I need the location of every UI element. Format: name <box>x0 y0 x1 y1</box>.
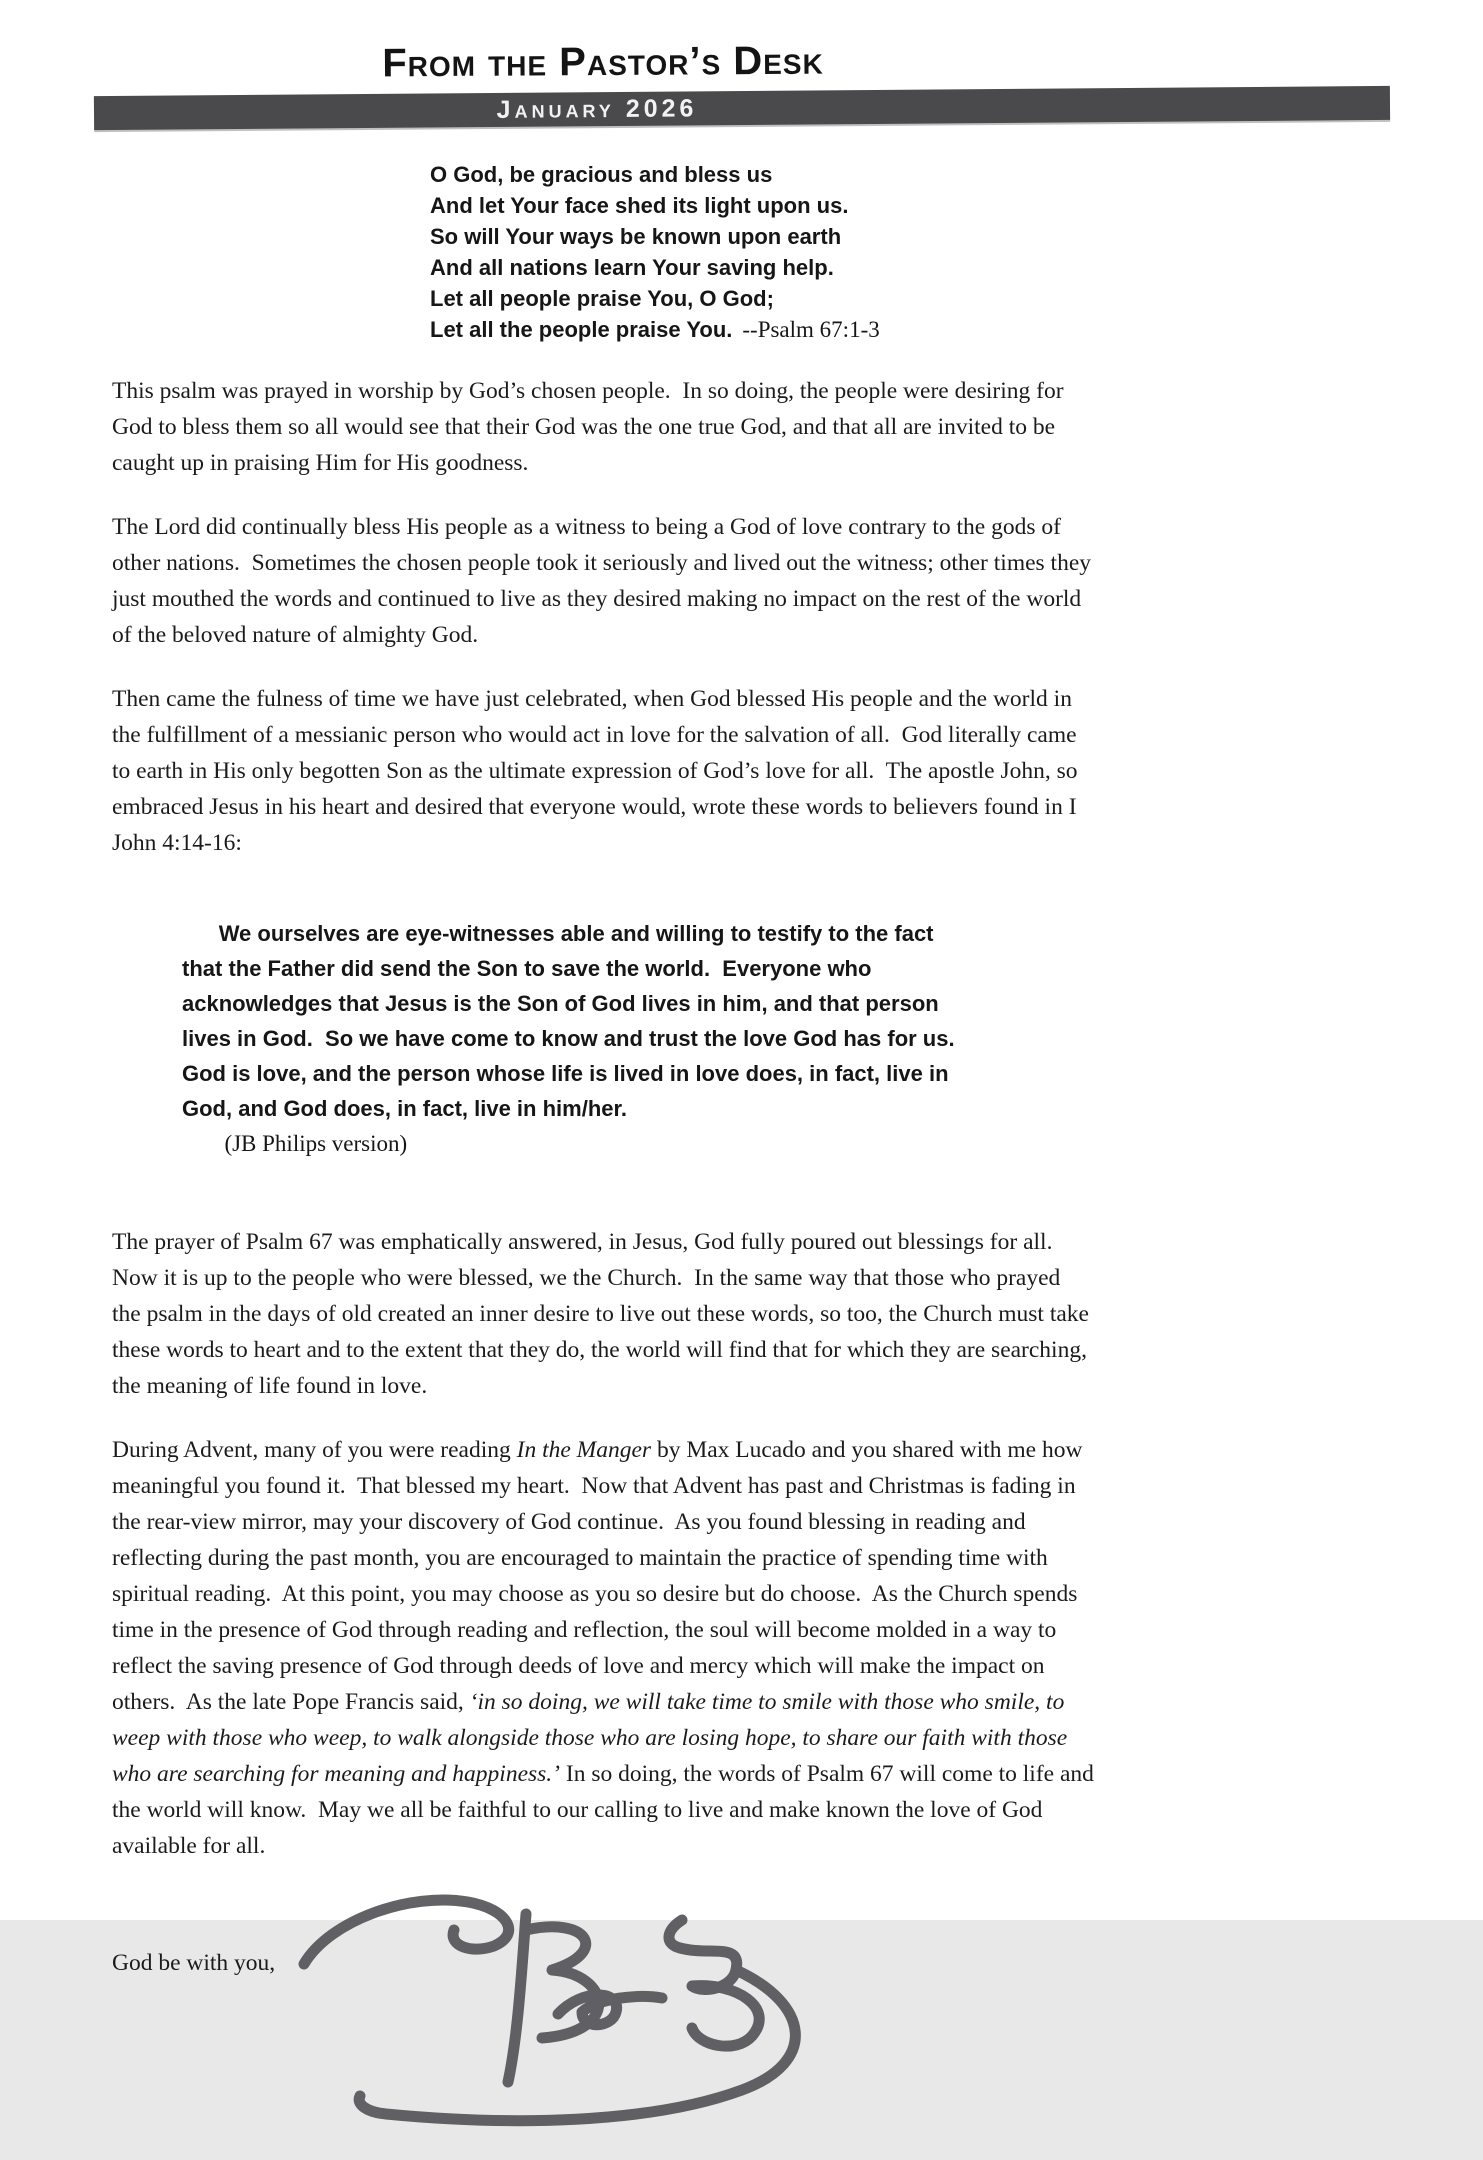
closing-salutation: God be with you, <box>112 1950 276 1976</box>
psalm-line <box>430 314 1094 345</box>
psalm-line: O God, be gracious and bless us <box>430 162 773 187</box>
psalm-quote <box>430 159 1094 345</box>
closing-block <box>112 1900 1094 2160</box>
pastor-signature <box>290 1886 850 2136</box>
paragraph-psalm-prayed: This psalm was prayed in worship by God’s chosen people. In so doing, the people were desiring for God to bless them so all would see that their God was the one true God, and that all are invited to be caught up in praising Him for His goodness. <box>112 378 1070 476</box>
psalm-line: So will Your ways be known upon earth <box>430 224 842 249</box>
paragraph-advent-reading: During Advent, many of you were reading In the Manger by Max Lucado and you shared with me how meaningful you found it. That blessed my heart. Now that Advent has past and Christmas is fading in the rear-view mirror, may your discovery of God continue. As you found blessing in reading and reflecting during the past month, you are encouraged to maintain the practice of spending time with spiritual reading. At this point, you may choose as you so desire but do choose. As the Church spends time in the presence of God through reading and reflection, the soul will become molded in a way to reflect the saving presence of God through deeds of love and mercy which will make the impact on others. As the late Pope Francis said, ‘in so doing, we will take time to smile with those who smile, to weep with those who weep, to walk alongside those who are losing hope, to share our faith with those who are searching for meaning and happiness.’ In so doing, the words of Psalm 67 will come to life and the world will know. May we all be faithful to our calling to live and make known the love of God available for all. <box>112 1437 1100 1859</box>
john-quote-citation: (JB Philips version) <box>224 1131 408 1156</box>
psalm-line-text: Let all the people praise You. <box>430 317 733 342</box>
john-scripture-quote <box>182 881 977 1196</box>
psalm-citation: --Psalm 67:1-3 <box>742 317 880 342</box>
psalm-line: Let all people praise You, O God; <box>430 286 774 311</box>
month-banner-label: January 2026 <box>496 93 698 124</box>
paragraph-fulness-of-time: Then came the fulness of time we have just celebrated, when God blessed His people and the world in the fulfillment of a messianic person who would act in love for the salvation of all. God literally came to earth in His only begotten Son as the ultimate expression of God’s love for all. The apostle John, so embraced Jesus in his heart and desired that everyone would, wrote these words to believers found in I John 4:14-16: <box>112 686 1084 856</box>
paragraph-prayer-answered: The prayer of Psalm 67 was emphatically answered, in Jesus, God fully poured out blessings for all. Now it is up to the people who were blessed, we the Church. In the same way that those who prayed the psalm in the days of old created an inner desire to live out these words, so too, the Church must take these words to heart and to the extent that they do, the world will find that for which they are searching, the meaning of life found in love. <box>112 1229 1095 1399</box>
psalm-line: And let Your face shed its light upon us. <box>430 193 849 218</box>
psalm-line: And all nations learn Your saving help. <box>430 255 834 280</box>
john-quote-text: We ourselves are eye-witnesses able and willing to testify to the fact that the Father did send the Son to save the world. Everyone who acknowledges that Jesus is the Son of God lives in him, and that person lives in God. So we have come to know and trust the love God has for us. God is love, and the person whose life is lived in love does, in fact, live in God, and God does, in fact, live in him/her. <box>182 921 967 1121</box>
page-title: From the Pastor’s Desk <box>382 38 824 86</box>
paragraph-lord-blessed: The Lord did continually bless His people as a witness to being a God of love contrary to the gods of other nations. Sometimes the chosen people took it seriously and lived out the witness; other times they just mouthed the words and continued to live as they desired making no impact on the rest of the world of the beloved nature of almighty God. <box>112 514 1097 648</box>
month-banner <box>94 86 1390 130</box>
signature-ink-svg <box>290 1886 850 2136</box>
